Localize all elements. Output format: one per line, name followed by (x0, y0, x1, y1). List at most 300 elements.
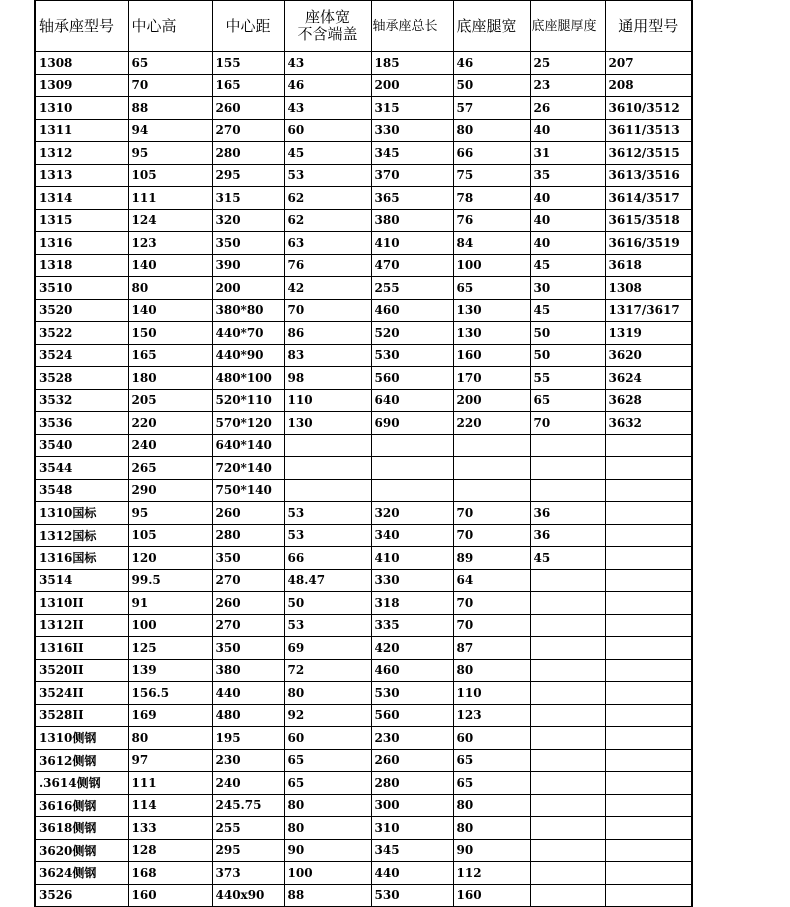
cell-center-height: 114 (128, 794, 212, 817)
cell-total-length: 310 (371, 817, 453, 840)
cell-model: 1310侧钢 (35, 727, 128, 750)
cell-foot-thickness (530, 839, 605, 862)
cell-total-length: 560 (371, 367, 453, 390)
cell-foot-width: 70 (453, 614, 530, 637)
cell-total-length: 530 (371, 344, 453, 367)
cell-general-model (605, 862, 692, 885)
cell-foot-width: 65 (453, 749, 530, 772)
cell-body-width: 76 (284, 254, 371, 277)
cell-foot-thickness: 50 (530, 322, 605, 345)
cell-foot-width: 66 (453, 142, 530, 165)
cell-center-height: 111 (128, 187, 212, 210)
cell-center-distance: 280 (212, 142, 284, 165)
cell-center-distance: 390 (212, 254, 284, 277)
cell-foot-thickness: 26 (530, 97, 605, 120)
cell-total-length (371, 479, 453, 502)
table-row (35, 704, 692, 727)
cell-foot-width: 57 (453, 97, 530, 120)
cell-general-model: 3632 (605, 412, 692, 435)
cell-foot-thickness (530, 794, 605, 817)
cell-model: 3536 (35, 412, 128, 435)
cell-foot-width: 89 (453, 547, 530, 570)
cell-body-width: 62 (284, 209, 371, 232)
cell-model: 1316国标 (35, 547, 128, 570)
cell-center-height: 290 (128, 479, 212, 502)
cell-body-width: 42 (284, 277, 371, 300)
cell-model: 3514 (35, 569, 128, 592)
cell-foot-thickness (530, 479, 605, 502)
cell-total-length: 335 (371, 614, 453, 637)
cell-general-model (605, 569, 692, 592)
cell-model: 3616侧钢 (35, 794, 128, 817)
cell-foot-width: 76 (453, 209, 530, 232)
cell-total-length: 560 (371, 704, 453, 727)
cell-center-distance: 440 (212, 682, 284, 705)
column-header-center-distance: 中心距 (212, 1, 284, 52)
table-row (35, 839, 692, 862)
cell-model: 3548 (35, 479, 128, 502)
cell-body-width: 63 (284, 232, 371, 255)
cell-foot-width: 170 (453, 367, 530, 390)
cell-total-length: 330 (371, 119, 453, 142)
cell-model: 1315 (35, 209, 128, 232)
table-row (35, 502, 692, 525)
cell-general-model (605, 547, 692, 570)
cell-center-distance: 270 (212, 119, 284, 142)
cell-total-length: 185 (371, 52, 453, 75)
cell-foot-width: 80 (453, 119, 530, 142)
cell-foot-thickness: 45 (530, 547, 605, 570)
table-row (35, 794, 692, 817)
cell-general-model: 3620 (605, 344, 692, 367)
cell-general-model: 3613/3516 (605, 164, 692, 187)
cell-model: 1314 (35, 187, 128, 210)
cell-model: 1316II (35, 637, 128, 660)
cell-center-distance: 570*120 (212, 412, 284, 435)
cell-center-height: 99.5 (128, 569, 212, 592)
cell-center-height: 88 (128, 97, 212, 120)
cell-model: 3624侧钢 (35, 862, 128, 885)
cell-foot-width: 70 (453, 592, 530, 615)
cell-model: 3524II (35, 682, 128, 705)
cell-foot-thickness: 50 (530, 344, 605, 367)
cell-total-length: 410 (371, 232, 453, 255)
cell-center-height: 125 (128, 637, 212, 660)
cell-center-distance: 520*110 (212, 389, 284, 412)
cell-general-model: 3618 (605, 254, 692, 277)
cell-center-height: 105 (128, 164, 212, 187)
cell-center-height: 168 (128, 862, 212, 885)
cell-foot-thickness (530, 817, 605, 840)
cell-model: 1309 (35, 74, 128, 97)
cell-total-length: 340 (371, 524, 453, 547)
cell-body-width: 48.47 (284, 569, 371, 592)
cell-general-model: 1317/3617 (605, 299, 692, 322)
cell-body-width: 92 (284, 704, 371, 727)
cell-center-distance: 320 (212, 209, 284, 232)
table-row (35, 569, 692, 592)
cell-body-width: 110 (284, 389, 371, 412)
cell-general-model (605, 772, 692, 795)
cell-center-distance: 295 (212, 839, 284, 862)
cell-body-width (284, 434, 371, 457)
cell-model: 3540 (35, 434, 128, 457)
cell-foot-width: 112 (453, 862, 530, 885)
cell-body-width: 53 (284, 614, 371, 637)
cell-general-model: 3616/3519 (605, 232, 692, 255)
cell-foot-width: 123 (453, 704, 530, 727)
cell-center-height: 180 (128, 367, 212, 390)
cell-center-distance: 350 (212, 637, 284, 660)
cell-foot-width: 70 (453, 502, 530, 525)
cell-center-distance: 440*70 (212, 322, 284, 345)
table-row (35, 479, 692, 502)
cell-general-model (605, 817, 692, 840)
cell-general-model (605, 637, 692, 660)
table-row (35, 524, 692, 547)
cell-body-width: 53 (284, 524, 371, 547)
cell-center-distance: 440*90 (212, 344, 284, 367)
cell-general-model (605, 457, 692, 480)
table-row (35, 254, 692, 277)
cell-foot-thickness (530, 727, 605, 750)
cell-general-model (605, 434, 692, 457)
cell-foot-width: 65 (453, 277, 530, 300)
column-header-body-width: 座体宽 不含端盖 (284, 1, 371, 52)
cell-total-length: 365 (371, 187, 453, 210)
cell-center-height: 120 (128, 547, 212, 570)
cell-foot-width: 78 (453, 187, 530, 210)
table-row (35, 187, 692, 210)
cell-total-length: 315 (371, 97, 453, 120)
cell-model: 1310 (35, 97, 128, 120)
cell-general-model (605, 502, 692, 525)
cell-center-distance: 373 (212, 862, 284, 885)
cell-center-height: 139 (128, 659, 212, 682)
cell-center-height: 160 (128, 884, 212, 907)
cell-model: 3524 (35, 344, 128, 367)
cell-model: 1316 (35, 232, 128, 255)
cell-body-width: 88 (284, 884, 371, 907)
cell-total-length: 320 (371, 502, 453, 525)
cell-foot-thickness (530, 884, 605, 907)
table-row (35, 232, 692, 255)
cell-general-model (605, 727, 692, 750)
cell-foot-width: 110 (453, 682, 530, 705)
cell-body-width (284, 479, 371, 502)
cell-center-height: 70 (128, 74, 212, 97)
column-header-center-height: 中心高 (128, 1, 212, 52)
column-header-total-length: 轴承座总长 (371, 1, 453, 52)
cell-foot-thickness: 30 (530, 277, 605, 300)
cell-total-length: 345 (371, 839, 453, 862)
cell-center-height: 205 (128, 389, 212, 412)
cell-general-model (605, 592, 692, 615)
cell-foot-width: 65 (453, 772, 530, 795)
cell-foot-thickness: 55 (530, 367, 605, 390)
cell-total-length: 520 (371, 322, 453, 345)
cell-model: .3614侧钢 (35, 772, 128, 795)
cell-model: 1310国标 (35, 502, 128, 525)
table-row (35, 884, 692, 907)
table-row (35, 727, 692, 750)
cell-foot-width: 100 (453, 254, 530, 277)
cell-total-length: 345 (371, 142, 453, 165)
cell-model: 1308 (35, 52, 128, 75)
cell-center-height: 95 (128, 502, 212, 525)
cell-center-height: 97 (128, 749, 212, 772)
cell-foot-width: 130 (453, 322, 530, 345)
cell-general-model (605, 794, 692, 817)
cell-general-model: 1319 (605, 322, 692, 345)
table-row (35, 772, 692, 795)
table-row (35, 749, 692, 772)
cell-model: 1312国标 (35, 524, 128, 547)
table-row (35, 862, 692, 885)
cell-foot-thickness: 45 (530, 299, 605, 322)
cell-total-length: 280 (371, 772, 453, 795)
cell-foot-thickness: 40 (530, 187, 605, 210)
cell-model: 3520II (35, 659, 128, 682)
column-header-general-model: 通用型号 (605, 1, 692, 52)
cell-foot-width: 160 (453, 344, 530, 367)
cell-center-distance: 230 (212, 749, 284, 772)
cell-total-length: 230 (371, 727, 453, 750)
cell-foot-thickness: 25 (530, 52, 605, 75)
cell-model: 1310II (35, 592, 128, 615)
cell-foot-thickness: 70 (530, 412, 605, 435)
cell-model: 3612侧钢 (35, 749, 128, 772)
cell-general-model (605, 749, 692, 772)
cell-total-length: 690 (371, 412, 453, 435)
cell-foot-thickness (530, 772, 605, 795)
cell-body-width: 65 (284, 772, 371, 795)
cell-center-distance: 155 (212, 52, 284, 75)
table-row (35, 277, 692, 300)
cell-total-length: 300 (371, 794, 453, 817)
cell-body-width: 43 (284, 52, 371, 75)
table-row (35, 367, 692, 390)
cell-center-distance: 260 (212, 97, 284, 120)
cell-center-height: 265 (128, 457, 212, 480)
cell-foot-thickness (530, 637, 605, 660)
cell-total-length: 420 (371, 637, 453, 660)
cell-general-model: 3612/3515 (605, 142, 692, 165)
cell-center-distance: 380 (212, 659, 284, 682)
cell-center-distance: 380*80 (212, 299, 284, 322)
cell-general-model: 3614/3517 (605, 187, 692, 210)
cell-body-width: 53 (284, 164, 371, 187)
cell-general-model (605, 704, 692, 727)
cell-model: 3520 (35, 299, 128, 322)
table-row (35, 142, 692, 165)
cell-center-height: 80 (128, 277, 212, 300)
cell-foot-thickness (530, 659, 605, 682)
cell-general-model (605, 659, 692, 682)
table-row (35, 344, 692, 367)
cell-body-width: 90 (284, 839, 371, 862)
cell-body-width: 66 (284, 547, 371, 570)
cell-foot-thickness (530, 457, 605, 480)
table-row (35, 547, 692, 570)
cell-center-height: 156.5 (128, 682, 212, 705)
cell-foot-thickness: 31 (530, 142, 605, 165)
cell-center-height: 105 (128, 524, 212, 547)
table-row (35, 52, 692, 75)
cell-center-distance: 240 (212, 772, 284, 795)
cell-foot-thickness: 40 (530, 209, 605, 232)
cell-foot-thickness: 35 (530, 164, 605, 187)
cell-center-height: 95 (128, 142, 212, 165)
cell-foot-width: 46 (453, 52, 530, 75)
table-row (35, 389, 692, 412)
cell-center-distance: 255 (212, 817, 284, 840)
cell-center-height: 123 (128, 232, 212, 255)
cell-foot-thickness (530, 704, 605, 727)
cell-foot-width: 87 (453, 637, 530, 660)
cell-center-distance: 270 (212, 614, 284, 637)
cell-foot-thickness: 36 (530, 524, 605, 547)
cell-foot-thickness (530, 592, 605, 615)
table-row (35, 682, 692, 705)
table-row (35, 614, 692, 637)
cell-general-model (605, 479, 692, 502)
cell-body-width: 46 (284, 74, 371, 97)
cell-foot-thickness: 40 (530, 232, 605, 255)
cell-center-distance: 440x90 (212, 884, 284, 907)
cell-foot-thickness (530, 862, 605, 885)
cell-center-distance: 195 (212, 727, 284, 750)
cell-total-length (371, 434, 453, 457)
cell-foot-width: 64 (453, 569, 530, 592)
column-header-model: 轴承座型号 (35, 1, 128, 52)
cell-total-length: 460 (371, 659, 453, 682)
cell-center-distance: 245.75 (212, 794, 284, 817)
cell-foot-thickness (530, 434, 605, 457)
table-header-row (35, 1, 692, 52)
cell-general-model (605, 524, 692, 547)
cell-body-width: 80 (284, 817, 371, 840)
cell-foot-width (453, 479, 530, 502)
cell-body-width: 45 (284, 142, 371, 165)
cell-general-model: 3628 (605, 389, 692, 412)
table-row (35, 817, 692, 840)
table-row (35, 457, 692, 480)
cell-general-model: 3611/3513 (605, 119, 692, 142)
table-body (35, 52, 692, 907)
cell-model: 3544 (35, 457, 128, 480)
cell-total-length: 318 (371, 592, 453, 615)
cell-foot-width (453, 434, 530, 457)
cell-total-length: 530 (371, 884, 453, 907)
cell-total-length: 410 (371, 547, 453, 570)
cell-general-model (605, 682, 692, 705)
cell-body-width: 86 (284, 322, 371, 345)
cell-body-width: 83 (284, 344, 371, 367)
cell-total-length (371, 457, 453, 480)
column-header-foot-thickness: 底座腿厚度 (530, 1, 605, 52)
cell-body-width: 50 (284, 592, 371, 615)
cell-center-height: 111 (128, 772, 212, 795)
cell-total-length: 470 (371, 254, 453, 277)
cell-center-distance: 260 (212, 592, 284, 615)
cell-center-distance: 640*140 (212, 434, 284, 457)
cell-body-width: 80 (284, 794, 371, 817)
table-row (35, 637, 692, 660)
cell-body-width: 60 (284, 727, 371, 750)
column-header-foot-width: 底座腿宽 (453, 1, 530, 52)
cell-total-length: 380 (371, 209, 453, 232)
cell-total-length: 260 (371, 749, 453, 772)
cell-model: 1313 (35, 164, 128, 187)
cell-center-distance: 350 (212, 232, 284, 255)
cell-foot-width: 80 (453, 659, 530, 682)
cell-body-width: 62 (284, 187, 371, 210)
cell-general-model: 3610/3512 (605, 97, 692, 120)
cell-foot-thickness: 45 (530, 254, 605, 277)
cell-foot-width: 80 (453, 817, 530, 840)
cell-foot-thickness (530, 682, 605, 705)
cell-foot-width: 130 (453, 299, 530, 322)
table-row (35, 659, 692, 682)
cell-foot-thickness (530, 569, 605, 592)
cell-center-height: 140 (128, 254, 212, 277)
table-row (35, 97, 692, 120)
cell-center-height: 169 (128, 704, 212, 727)
cell-general-model (605, 839, 692, 862)
cell-center-distance: 480 (212, 704, 284, 727)
cell-foot-width: 220 (453, 412, 530, 435)
cell-center-height: 94 (128, 119, 212, 142)
cell-body-width: 100 (284, 862, 371, 885)
cell-body-width: 130 (284, 412, 371, 435)
cell-center-height: 165 (128, 344, 212, 367)
cell-model: 3510 (35, 277, 128, 300)
cell-model: 1318 (35, 254, 128, 277)
cell-center-height: 124 (128, 209, 212, 232)
cell-foot-width: 200 (453, 389, 530, 412)
cell-foot-thickness: 36 (530, 502, 605, 525)
cell-foot-width: 160 (453, 884, 530, 907)
cell-center-distance: 270 (212, 569, 284, 592)
table-row (35, 119, 692, 142)
table-row (35, 592, 692, 615)
cell-total-length: 330 (371, 569, 453, 592)
cell-center-height: 140 (128, 299, 212, 322)
cell-center-distance: 315 (212, 187, 284, 210)
cell-general-model: 1308 (605, 277, 692, 300)
cell-model: 3528II (35, 704, 128, 727)
cell-center-distance: 280 (212, 524, 284, 547)
cell-foot-width (453, 457, 530, 480)
cell-foot-width: 70 (453, 524, 530, 547)
cell-body-width: 70 (284, 299, 371, 322)
cell-foot-width: 84 (453, 232, 530, 255)
cell-center-distance: 295 (212, 164, 284, 187)
cell-total-length: 460 (371, 299, 453, 322)
cell-body-width: 80 (284, 682, 371, 705)
bearing-housing-spec-table (34, 0, 693, 907)
cell-foot-thickness (530, 614, 605, 637)
cell-model: 1311 (35, 119, 128, 142)
cell-foot-thickness: 23 (530, 74, 605, 97)
cell-model: 3532 (35, 389, 128, 412)
cell-center-height: 133 (128, 817, 212, 840)
cell-body-width: 98 (284, 367, 371, 390)
cell-foot-width: 80 (453, 794, 530, 817)
table-row (35, 74, 692, 97)
cell-total-length: 370 (371, 164, 453, 187)
